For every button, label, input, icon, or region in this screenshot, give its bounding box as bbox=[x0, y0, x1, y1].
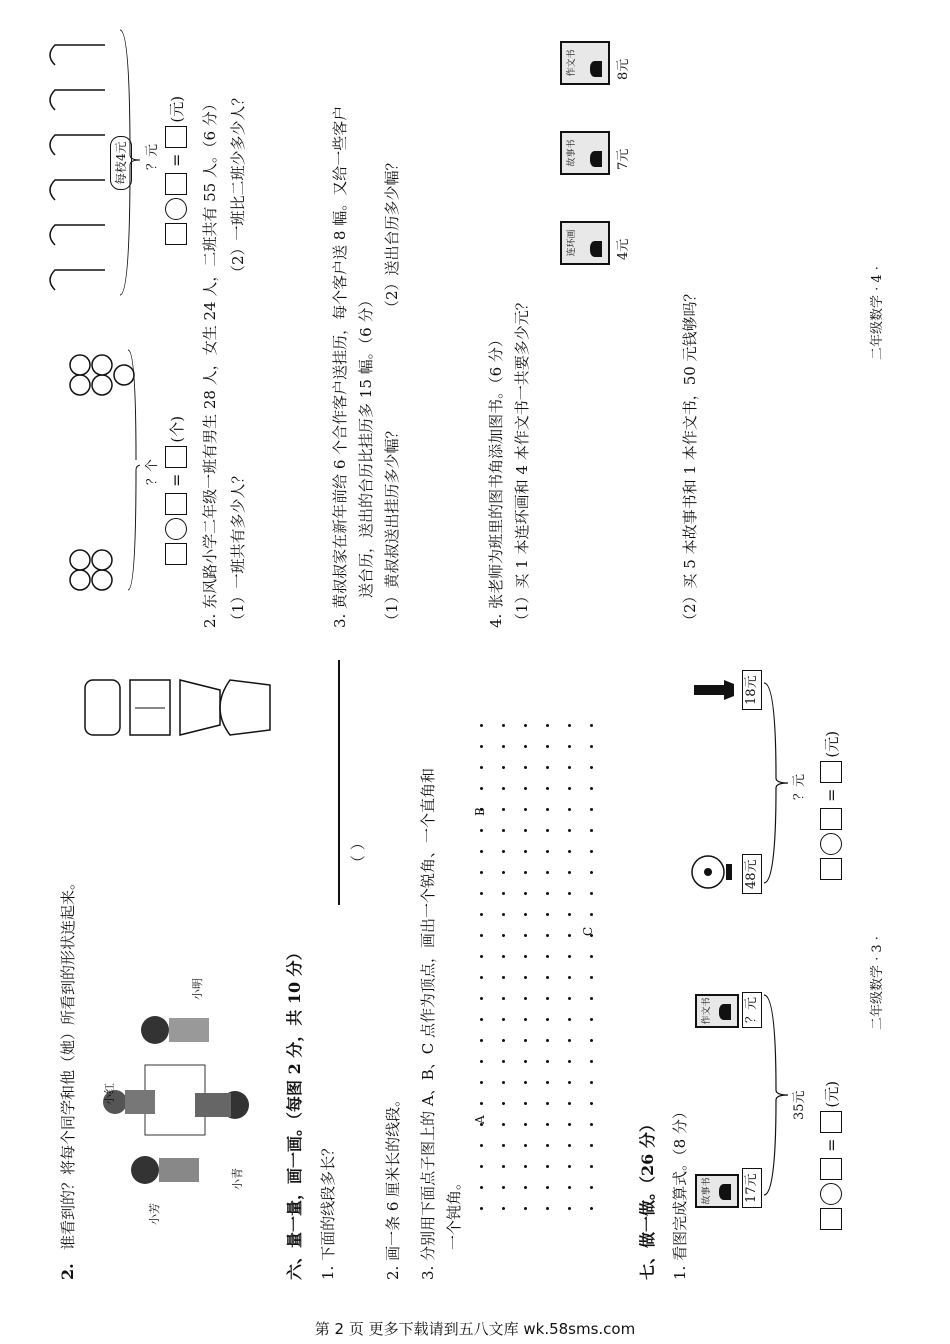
grid-dot[interactable] bbox=[502, 1186, 505, 1189]
grid-dot[interactable] bbox=[502, 829, 505, 832]
grid-dot[interactable] bbox=[568, 1102, 571, 1105]
unit-label: (元) bbox=[167, 95, 186, 123]
right-q3-sub2: （2）送出台历多少幅？ bbox=[383, 155, 401, 315]
point-label-b: B bbox=[473, 807, 487, 816]
fig1-total: 35元 bbox=[792, 1090, 807, 1120]
grid-dot[interactable] bbox=[568, 913, 571, 916]
flashlight-icon bbox=[690, 670, 735, 710]
flashlight-price: 18元 bbox=[742, 670, 762, 710]
grid-dot[interactable] bbox=[568, 1123, 571, 1126]
grid-dot[interactable] bbox=[546, 1207, 549, 1210]
grid-dot[interactable] bbox=[590, 850, 593, 853]
section-6-title: 六、量一量，画一画。（每图 2 分，共 10 分） bbox=[285, 944, 304, 1280]
unit-label: (个) bbox=[167, 415, 186, 443]
operator-circle[interactable] bbox=[165, 518, 187, 540]
comic-book-price: 4元 bbox=[616, 238, 631, 260]
flowers-total-label: ？元 bbox=[145, 143, 160, 170]
grid-dot[interactable] bbox=[568, 766, 571, 769]
grid-dot[interactable] bbox=[480, 1060, 483, 1063]
page-label-4: 二年级数学 · 4 · bbox=[870, 266, 885, 360]
grid-dot[interactable] bbox=[480, 871, 483, 874]
right-q4-sub2: （2）买 5 本故事书和 1 本作文书，50 元钱够吗？ bbox=[681, 286, 699, 628]
grid-dot[interactable] bbox=[546, 1144, 549, 1147]
grid-dot[interactable] bbox=[502, 955, 505, 958]
grid-dot[interactable] bbox=[524, 1123, 527, 1126]
name-xiaofang: 小芳 bbox=[148, 1203, 161, 1225]
grid-dot[interactable] bbox=[524, 1081, 527, 1084]
grid-dot[interactable] bbox=[568, 1207, 571, 1210]
right-q4-sub1: （1）买 1 本连环画和 4 本作文书一共要多少元？ bbox=[513, 295, 531, 628]
grid-dot[interactable] bbox=[480, 787, 483, 790]
grid-dot[interactable] bbox=[546, 955, 549, 958]
story-book-icon: 故事书 bbox=[560, 131, 610, 175]
grid-dot[interactable] bbox=[524, 913, 527, 916]
grid-dot[interactable] bbox=[590, 955, 593, 958]
grid-dot[interactable] bbox=[524, 1060, 527, 1063]
grid-dot[interactable] bbox=[502, 871, 505, 874]
grid-dot[interactable] bbox=[590, 787, 593, 790]
grid-dot[interactable] bbox=[590, 1081, 593, 1084]
grid-dot[interactable] bbox=[590, 1123, 593, 1126]
grid-dot[interactable] bbox=[590, 724, 593, 727]
unit-label: (元) bbox=[822, 1080, 841, 1108]
grid-dot[interactable] bbox=[524, 850, 527, 853]
name-xiaohong: 小红 bbox=[103, 1083, 116, 1105]
grid-dot[interactable] bbox=[524, 1102, 527, 1105]
grid-dot[interactable] bbox=[568, 955, 571, 958]
grid-dot[interactable] bbox=[524, 1207, 527, 1210]
grid-dot[interactable] bbox=[524, 1186, 527, 1189]
grid-dot[interactable] bbox=[568, 850, 571, 853]
grid-dot[interactable] bbox=[546, 829, 549, 832]
name-xiaoming: 小明 bbox=[191, 978, 204, 1000]
right-q2-sub1: （1）一班共有多少人？ bbox=[229, 468, 247, 628]
answer-box[interactable] bbox=[820, 808, 842, 830]
grid-dot[interactable] bbox=[590, 829, 593, 832]
grid-dot[interactable] bbox=[546, 787, 549, 790]
grid-dot[interactable] bbox=[524, 745, 527, 748]
grid-dot[interactable] bbox=[590, 892, 593, 895]
grid-dot[interactable] bbox=[524, 766, 527, 769]
s7-question-1: 1. 看图完成算式。（8 分） bbox=[671, 1104, 689, 1280]
question-2-text: 谁看到的？将每个同学和他（她）所看到的形状连起来。 bbox=[59, 874, 77, 1250]
grid-dot[interactable] bbox=[480, 1207, 483, 1210]
grid-dot[interactable] bbox=[546, 997, 549, 1000]
grid-dot[interactable] bbox=[524, 1018, 527, 1021]
grid-dot[interactable] bbox=[480, 1039, 483, 1042]
answer-box[interactable] bbox=[820, 761, 842, 783]
grid-dot[interactable] bbox=[546, 850, 549, 853]
measure-line-segment bbox=[338, 660, 340, 905]
grid-dot[interactable] bbox=[568, 1060, 571, 1063]
apples-illustration bbox=[50, 340, 140, 600]
grid-dot[interactable] bbox=[546, 1123, 549, 1126]
grid-dot[interactable] bbox=[480, 913, 483, 916]
grid-dot[interactable] bbox=[568, 892, 571, 895]
operator-circle[interactable] bbox=[820, 1183, 842, 1205]
grid-dot[interactable] bbox=[480, 829, 483, 832]
grid-dot[interactable] bbox=[480, 1018, 483, 1021]
grid-dot[interactable] bbox=[568, 724, 571, 727]
grid-dot[interactable] bbox=[502, 1207, 505, 1210]
fan-icon bbox=[690, 852, 735, 892]
question-2-label: 2. bbox=[58, 1263, 77, 1280]
grid-dot[interactable] bbox=[502, 745, 505, 748]
grid-dot[interactable] bbox=[590, 1186, 593, 1189]
grid-dot[interactable] bbox=[524, 976, 527, 979]
grid-dot[interactable] bbox=[524, 1144, 527, 1147]
point-label-a: A bbox=[473, 1115, 487, 1124]
kettle-shape-views bbox=[80, 660, 280, 750]
grid-dot[interactable] bbox=[546, 976, 549, 979]
grid-dot[interactable] bbox=[568, 1018, 571, 1021]
book2-price: ？元 bbox=[742, 992, 762, 1028]
grid-dot[interactable] bbox=[590, 997, 593, 1000]
grid-dot[interactable] bbox=[590, 1165, 593, 1168]
equation-2: = (元) bbox=[820, 731, 842, 880]
right-q2-line1: 2. 东风路小学二年级一班有男生 28 人，女生 24 人，二班共有 55 人。（6 分） bbox=[201, 96, 219, 628]
composition-book-icon: 作文书 bbox=[695, 994, 739, 1028]
grid-dot[interactable] bbox=[590, 1060, 593, 1063]
answer-box[interactable] bbox=[820, 1111, 842, 1133]
flowers-illustration bbox=[45, 20, 155, 300]
grid-dot[interactable] bbox=[546, 871, 549, 874]
grid-dot[interactable] bbox=[502, 1060, 505, 1063]
fan-price: 48元 bbox=[742, 854, 762, 894]
grid-dot[interactable] bbox=[502, 1018, 505, 1021]
right-q3-line2: 送台历，送出的台历比挂历多 15 幅。（6 分） bbox=[357, 292, 375, 598]
story-book-price: 7元 bbox=[616, 148, 631, 170]
grid-dot[interactable] bbox=[590, 871, 593, 874]
grid-dot[interactable] bbox=[502, 1123, 505, 1126]
grid-dot[interactable] bbox=[568, 808, 571, 811]
grid-dot[interactable] bbox=[568, 745, 571, 748]
grid-dot[interactable] bbox=[524, 724, 527, 727]
grid-dot[interactable] bbox=[590, 976, 593, 979]
answer-box[interactable] bbox=[165, 223, 187, 245]
s6-question-2: 2. 画一条 6 厘米长的线段。 bbox=[384, 1091, 402, 1280]
answer-box[interactable] bbox=[165, 493, 187, 515]
grid-dot[interactable] bbox=[568, 1039, 571, 1042]
grid-dot[interactable] bbox=[480, 934, 483, 937]
grid-dot[interactable] bbox=[568, 1186, 571, 1189]
section-7-title: 七、做一做。（26 分） bbox=[638, 1116, 657, 1280]
grid-dot[interactable] bbox=[590, 913, 593, 916]
grid-dot[interactable] bbox=[568, 1081, 571, 1084]
answer-box[interactable] bbox=[165, 173, 187, 195]
fig2-total: ？元 bbox=[792, 773, 807, 800]
grid-dot[interactable] bbox=[546, 1102, 549, 1105]
s6-question-3-line1: 3. 分别用下面点子图上的 A、B、C 点作为顶点，画出一个锐角、一个直角和 bbox=[419, 768, 437, 1280]
grid-dot[interactable] bbox=[568, 787, 571, 790]
grid-dot[interactable] bbox=[480, 850, 483, 853]
grid-dot[interactable] bbox=[546, 745, 549, 748]
s6-answer-paren: （ ） bbox=[349, 835, 367, 870]
point-label-c: C bbox=[581, 926, 595, 936]
name-xiaoqing: 小青 bbox=[231, 1168, 244, 1190]
grid-dot[interactable] bbox=[502, 1081, 505, 1084]
equation-flowers: = (元) bbox=[165, 96, 187, 245]
grid-dot[interactable] bbox=[546, 1186, 549, 1189]
answer-box[interactable] bbox=[820, 1208, 842, 1230]
grid-dot[interactable] bbox=[524, 787, 527, 790]
composition-book-icon: 作文书 bbox=[560, 41, 610, 85]
grid-dot[interactable] bbox=[546, 892, 549, 895]
answer-box[interactable] bbox=[820, 858, 842, 880]
grid-dot[interactable] bbox=[502, 787, 505, 790]
grid-dot[interactable] bbox=[568, 1144, 571, 1147]
grid-dot[interactable] bbox=[480, 1081, 483, 1084]
grid-dot[interactable] bbox=[546, 1165, 549, 1168]
unit-label: (元) bbox=[822, 730, 841, 758]
grid-dot[interactable] bbox=[480, 997, 483, 1000]
grid-dot[interactable] bbox=[502, 934, 505, 937]
grid-dot[interactable] bbox=[524, 871, 527, 874]
grid-dot[interactable] bbox=[590, 1102, 593, 1105]
grid-dot[interactable] bbox=[546, 1081, 549, 1084]
grid-dot[interactable] bbox=[480, 1186, 483, 1189]
book1-price: 17元 bbox=[742, 1168, 762, 1208]
grid-dot[interactable] bbox=[546, 913, 549, 916]
download-footer: 第 2 页 更多下载请到五八文库 wk.58sms.com bbox=[314, 1320, 636, 1338]
grid-dot[interactable] bbox=[502, 766, 505, 769]
s6-question-1: 1. 下面的线段多长？ bbox=[319, 1140, 337, 1280]
grid-dot[interactable] bbox=[480, 892, 483, 895]
grid-dot[interactable] bbox=[524, 955, 527, 958]
grid-dot[interactable] bbox=[524, 892, 527, 895]
answer-box[interactable] bbox=[165, 126, 187, 148]
right-q3-line1: 3. 黄叔叔家在新年前给 6 个合作客户送挂历，每个客户送 8 幅。又给一些客户 bbox=[331, 105, 349, 628]
grid-dot[interactable] bbox=[502, 913, 505, 916]
composition-book-price: 8元 bbox=[616, 58, 631, 80]
right-q3-sub1: （1）黄叔叔送出挂历多少幅？ bbox=[383, 423, 401, 628]
grid-dot[interactable] bbox=[480, 1102, 483, 1105]
grid-dot[interactable] bbox=[568, 1165, 571, 1168]
s6-question-3-line2: 一个钝角。 bbox=[445, 1174, 463, 1250]
grid-dot[interactable] bbox=[546, 766, 549, 769]
children-observing-illustration bbox=[95, 970, 265, 1230]
grid-dot[interactable] bbox=[546, 1039, 549, 1042]
answer-box[interactable] bbox=[165, 543, 187, 565]
grid-dot[interactable] bbox=[502, 1102, 505, 1105]
answer-box[interactable] bbox=[820, 1158, 842, 1180]
grid-dot[interactable] bbox=[590, 1039, 593, 1042]
grid-dot[interactable] bbox=[568, 976, 571, 979]
grid-dot[interactable] bbox=[590, 766, 593, 769]
grid-dot[interactable] bbox=[546, 808, 549, 811]
grid-dot[interactable] bbox=[524, 934, 527, 937]
grid-dot[interactable] bbox=[480, 766, 483, 769]
price-per-flower-label: 每枝4元 bbox=[110, 136, 132, 190]
grid-dot[interactable] bbox=[480, 745, 483, 748]
grid-dot[interactable] bbox=[590, 808, 593, 811]
grid-dot[interactable] bbox=[502, 976, 505, 979]
grid-dot[interactable] bbox=[524, 1039, 527, 1042]
grid-dot[interactable] bbox=[568, 997, 571, 1000]
grid-dot[interactable] bbox=[568, 829, 571, 832]
grid-dot[interactable] bbox=[546, 934, 549, 937]
grid-dot[interactable] bbox=[480, 1144, 483, 1147]
grid-dot[interactable] bbox=[480, 955, 483, 958]
grid-dot[interactable] bbox=[480, 724, 483, 727]
grid-dot[interactable] bbox=[502, 997, 505, 1000]
grid-dot[interactable] bbox=[590, 1144, 593, 1147]
grid-dot[interactable] bbox=[546, 1018, 549, 1021]
grid-dot[interactable] bbox=[502, 1144, 505, 1147]
equation-apples: = (个) bbox=[165, 416, 187, 565]
grid-dot[interactable] bbox=[480, 976, 483, 979]
right-q4-line1: 4. 张老师为班里的图书角添加图书。（6 分） bbox=[487, 332, 505, 628]
grid-dot[interactable] bbox=[590, 1207, 593, 1210]
brace-2 bbox=[762, 678, 792, 888]
comic-book-icon: 连环画 bbox=[560, 221, 610, 265]
operator-circle[interactable] bbox=[820, 833, 842, 855]
grid-dot[interactable] bbox=[590, 745, 593, 748]
grid-dot[interactable] bbox=[502, 1165, 505, 1168]
grid-dot[interactable] bbox=[524, 1165, 527, 1168]
grid-dot[interactable] bbox=[590, 1018, 593, 1021]
answer-box[interactable] bbox=[165, 446, 187, 468]
grid-dot[interactable] bbox=[524, 997, 527, 1000]
equation-1: = (元) bbox=[820, 1081, 842, 1230]
right-q2-sub2: （2）一班比二班少多少人？ bbox=[229, 90, 247, 280]
grid-dot[interactable] bbox=[502, 808, 505, 811]
grid-dot[interactable] bbox=[502, 892, 505, 895]
page-label-3: 二年级数学 · 3 · bbox=[870, 936, 885, 1030]
grid-dot[interactable] bbox=[568, 934, 571, 937]
grid-dot[interactable] bbox=[480, 1165, 483, 1168]
story-book-icon: 故事书 bbox=[695, 1174, 739, 1208]
grid-dot[interactable] bbox=[502, 724, 505, 727]
apples-question-label: ？个 bbox=[145, 458, 160, 485]
grid-dot[interactable] bbox=[568, 871, 571, 874]
grid-dot[interactable] bbox=[502, 850, 505, 853]
grid-dot[interactable] bbox=[502, 1039, 505, 1042]
grid-dot[interactable] bbox=[546, 1060, 549, 1063]
operator-circle[interactable] bbox=[165, 198, 187, 220]
grid-dot[interactable] bbox=[524, 829, 527, 832]
brace-1 bbox=[762, 990, 792, 1200]
dot-grid[interactable] bbox=[470, 670, 610, 1210]
grid-dot[interactable] bbox=[524, 808, 527, 811]
grid-dot[interactable] bbox=[546, 724, 549, 727]
